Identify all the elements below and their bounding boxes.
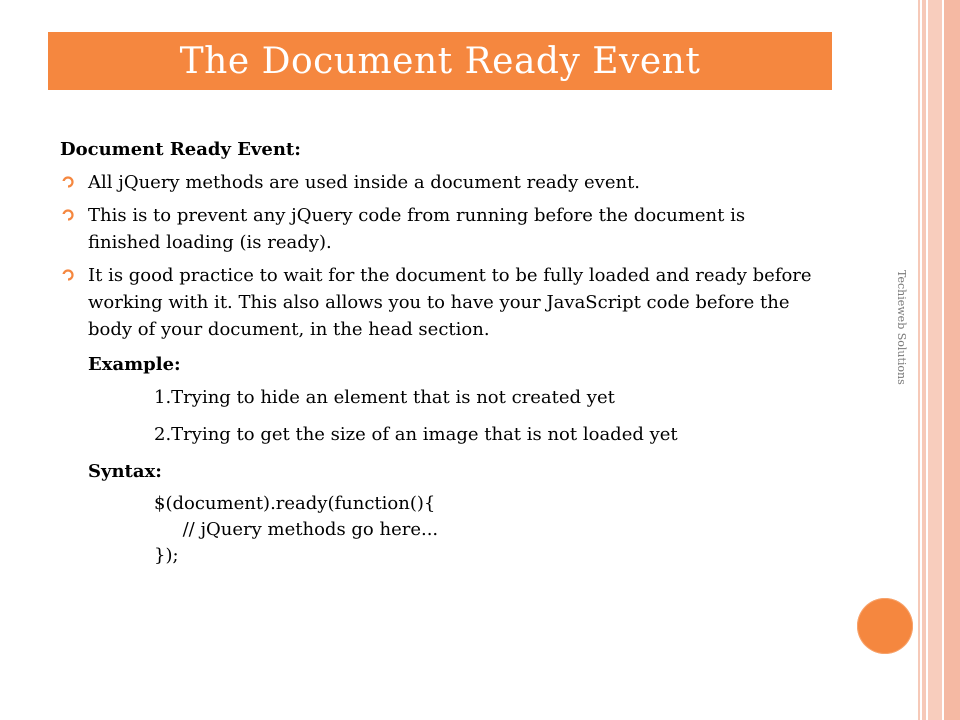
- content-heading: Document Ready Event:: [60, 139, 301, 160]
- bullet-item: [60, 169, 820, 196]
- slide-title: The Document Ready Event: [179, 40, 701, 82]
- bullet-text: All jQuery methods are used inside a document ready event.: [88, 172, 641, 193]
- example-item: 2.Trying to get the size of an image that is not loaded yet: [154, 424, 678, 445]
- bullet-icon: [62, 269, 74, 281]
- bullet-item: [60, 262, 820, 343]
- decorative-stripe: [944, 0, 960, 720]
- decorative-stripe: [918, 0, 920, 720]
- code-block: [88, 491, 820, 569]
- bullet-icon: [62, 176, 74, 188]
- bullet-list: [60, 169, 820, 343]
- decorative-circle: [857, 598, 913, 654]
- code-line: $(document).ready(function(){: [154, 493, 436, 514]
- slide-content: [60, 136, 820, 569]
- code-line: // jQuery methods go here...: [154, 519, 439, 540]
- bullet-text: It is good practice to wait for the document to be fully loaded and ready before working with it. This also allows you to have your JavaScript code before the body of your document, in the head section.: [88, 265, 812, 340]
- code-line: });: [154, 545, 179, 566]
- bullet-icon: [62, 209, 74, 221]
- bullet-item: [60, 202, 820, 256]
- decorative-stripe: [928, 0, 942, 720]
- example-label: Example:: [88, 354, 181, 375]
- side-footer-text: Techieweb Solutions: [895, 269, 908, 385]
- title-bar: [48, 32, 832, 90]
- decorative-stripe: [922, 0, 926, 720]
- syntax-label: Syntax:: [88, 461, 162, 482]
- bullet-text: This is to prevent any jQuery code from running before the document is finished loading (is ready).: [88, 205, 746, 253]
- example-item: 1.Trying to hide an element that is not created yet: [154, 387, 615, 408]
- example-block: [60, 351, 820, 569]
